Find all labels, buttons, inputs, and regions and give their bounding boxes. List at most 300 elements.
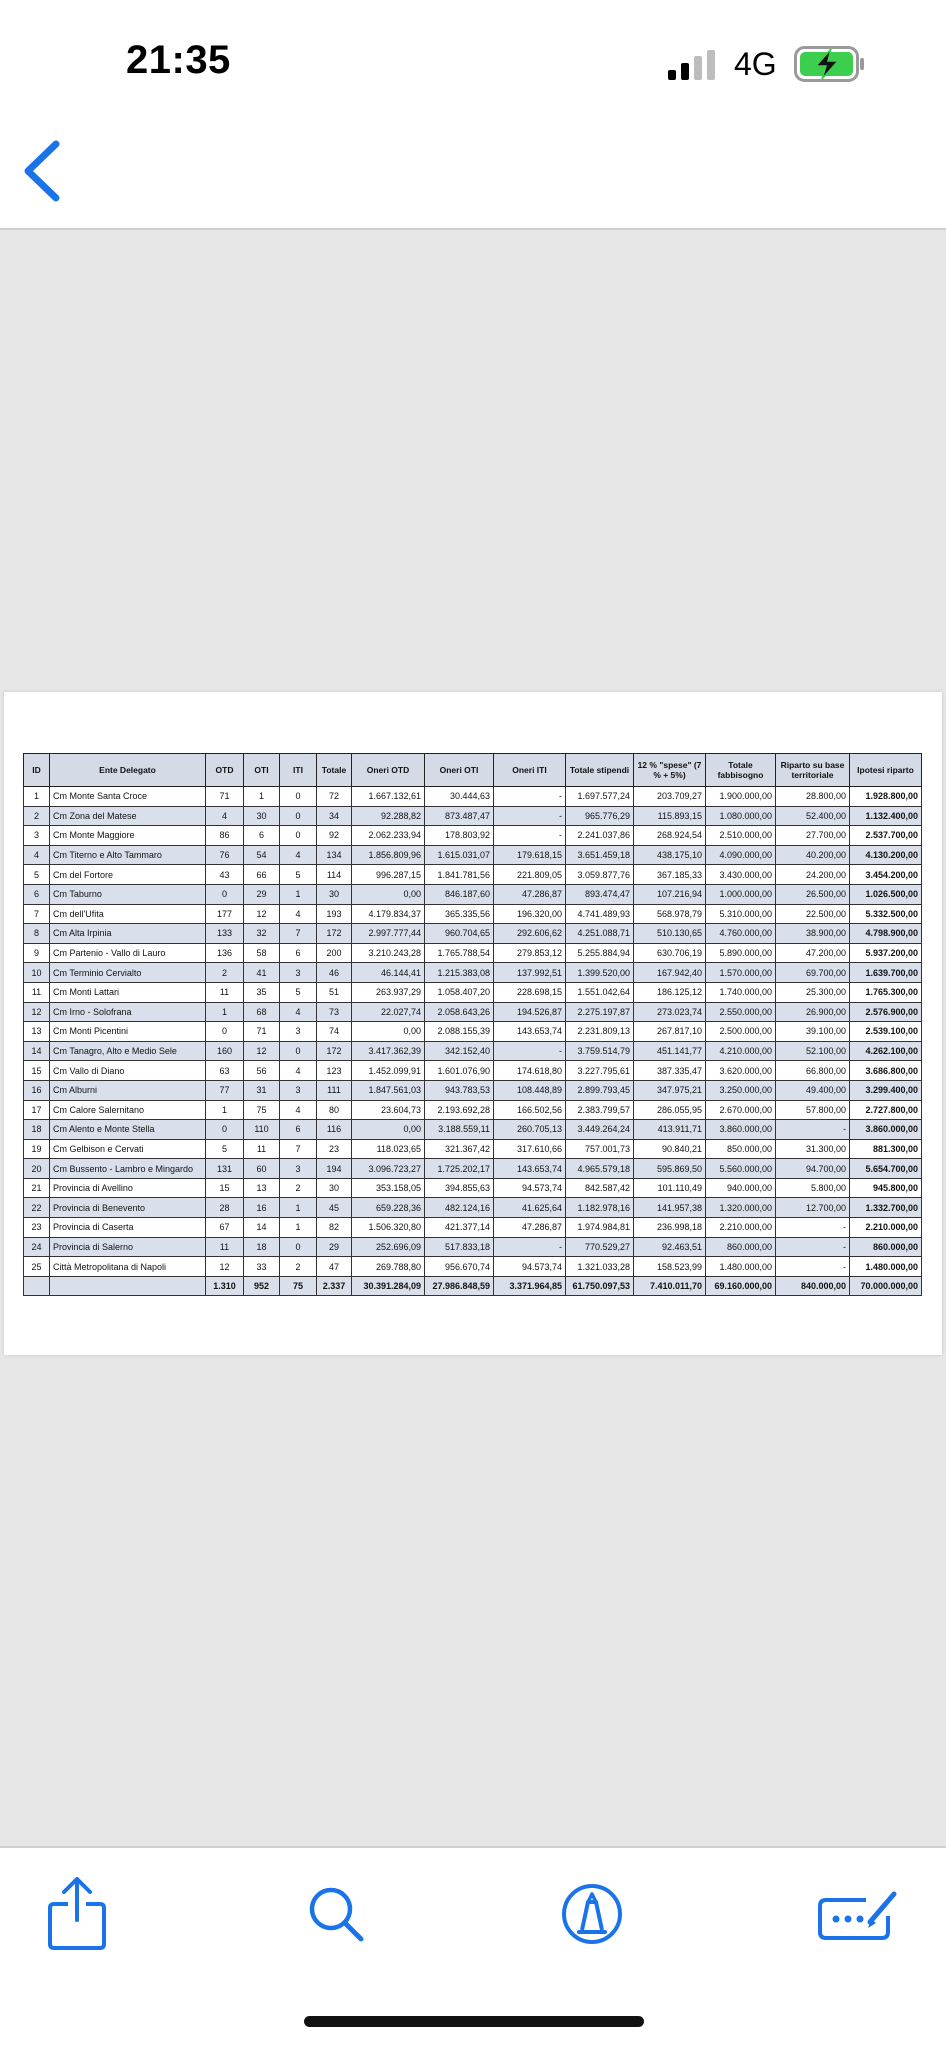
table-cell: 92 <box>317 826 352 846</box>
table-cell: Cm Taburno <box>50 884 206 904</box>
table-cell: 1.740.000,00 <box>706 982 776 1002</box>
table-cell: 7 <box>280 1139 317 1159</box>
table-cell: 82 <box>317 1218 352 1238</box>
table-cell: 2.537.700,00 <box>850 826 922 846</box>
table-row <box>24 943 922 963</box>
table-cell: 2.231.809,13 <box>566 1022 634 1042</box>
total-cell: 69.160.000,00 <box>706 1276 776 1295</box>
total-cell: 70.000.000,00 <box>850 1276 922 1295</box>
navigation-bar <box>0 120 946 230</box>
table-cell: 40.200,00 <box>776 845 850 865</box>
table-cell: 68 <box>244 1002 280 1022</box>
table-cell: 51 <box>317 982 352 1002</box>
table-cell: 34 <box>317 806 352 826</box>
table-cell: Provincia di Avellino <box>50 1178 206 1198</box>
column-header: 12 % "spese" (7 % + 5%) <box>634 754 706 787</box>
table-cell: 5.937.200,00 <box>850 943 922 963</box>
table-cell: 3 <box>280 1159 317 1179</box>
table-cell: 26.900,00 <box>776 1002 850 1022</box>
table-cell: 595.869,50 <box>634 1159 706 1179</box>
table-cell: 221.809,05 <box>494 865 566 885</box>
home-indicator <box>304 2016 644 2027</box>
back-chevron-icon[interactable] <box>18 136 66 206</box>
table-cell: 2.193.692,28 <box>425 1100 494 1120</box>
table-cell: 23.604,73 <box>352 1100 425 1120</box>
table-cell: 94.573,74 <box>494 1178 566 1198</box>
table-cell: 4 <box>280 1061 317 1081</box>
table-cell: 80 <box>317 1100 352 1120</box>
table-cell: 4.798.900,00 <box>850 924 922 944</box>
table-cell: 4.251.088,71 <box>566 924 634 944</box>
table-cell: 5.800,00 <box>776 1178 850 1198</box>
table-cell: 114 <box>317 865 352 885</box>
table-cell: 41 <box>244 963 280 983</box>
table-cell: 260.705,13 <box>494 1120 566 1140</box>
table-cell: 71 <box>206 787 244 807</box>
table-cell: Cm Tanagro, Alto e Medio Sele <box>50 1041 206 1061</box>
table-cell: 18 <box>244 1237 280 1257</box>
table-cell: Cm Alta Irpinia <box>50 924 206 944</box>
table-cell: 0,00 <box>352 1022 425 1042</box>
table-cell: 56 <box>244 1061 280 1081</box>
table-cell: 273.023,74 <box>634 1002 706 1022</box>
table-cell: 0,00 <box>352 1120 425 1140</box>
table-cell: 353.158,05 <box>352 1178 425 1198</box>
table-cell: 860.000,00 <box>850 1237 922 1257</box>
table-cell: 63 <box>206 1061 244 1081</box>
table-cell: 77 <box>206 1080 244 1100</box>
table-cell: 186.125,12 <box>634 982 706 1002</box>
table-cell: 2.727.800,00 <box>850 1100 922 1120</box>
table-cell: 17 <box>24 1100 50 1120</box>
table-cell: Cm Partenio - Vallo di Lauro <box>50 943 206 963</box>
table-cell: 421.377,14 <box>425 1218 494 1238</box>
table-cell: 69.700,00 <box>776 963 850 983</box>
table-cell: 1.974.984,81 <box>566 1218 634 1238</box>
table-cell: 342.152,40 <box>425 1041 494 1061</box>
document-page[interactable] <box>4 692 942 1355</box>
table-cell: Cm Vallo di Diano <box>50 1061 206 1081</box>
table-cell: 4.179.834,37 <box>352 904 425 924</box>
table-cell: 41.625,64 <box>494 1198 566 1218</box>
table-cell: 850.000,00 <box>706 1139 776 1159</box>
table-cell: 49.400,00 <box>776 1080 850 1100</box>
table-cell: 6 <box>280 1120 317 1140</box>
table-cell: 71 <box>244 1022 280 1042</box>
table-cell: 4 <box>280 1100 317 1120</box>
table-cell: 5.654.700,00 <box>850 1159 922 1179</box>
table-cell: 517.833,18 <box>425 1237 494 1257</box>
table-cell: - <box>494 826 566 846</box>
table-cell: 47.286,87 <box>494 884 566 904</box>
table-cell: 21 <box>24 1178 50 1198</box>
table-cell: 45 <box>317 1198 352 1218</box>
table-cell: 92.463,51 <box>634 1237 706 1257</box>
table-cell: 252.696,09 <box>352 1237 425 1257</box>
table-cell: 193 <box>317 904 352 924</box>
table-cell: 228.698,15 <box>494 982 566 1002</box>
table-cell: Cm Zona del Matese <box>50 806 206 826</box>
table-cell: 141.957,38 <box>634 1198 706 1218</box>
table-cell: 3.860.000,00 <box>706 1120 776 1140</box>
table-row <box>24 904 922 924</box>
column-header: Oneri OTI <box>425 754 494 787</box>
table-cell: 11 <box>24 982 50 1002</box>
share-icon[interactable] <box>46 1876 108 1950</box>
table-cell: 6 <box>24 884 50 904</box>
table-cell: 203.709,27 <box>634 787 706 807</box>
table-cell: 659.228,36 <box>352 1198 425 1218</box>
table-cell: 630.706,19 <box>634 943 706 963</box>
table-row <box>24 982 922 1002</box>
table-cell: 1.765.788,54 <box>425 943 494 963</box>
table-cell: 4 <box>24 845 50 865</box>
table-cell: 3.059.877,76 <box>566 865 634 885</box>
table-cell: 8 <box>24 924 50 944</box>
table-cell: 0 <box>280 826 317 846</box>
table-cell: 160 <box>206 1041 244 1061</box>
table-cell: 94.573,74 <box>494 1257 566 1277</box>
table-cell: 1.080.000,00 <box>706 806 776 826</box>
table-cell: 0 <box>280 787 317 807</box>
table-cell: 47.286,87 <box>494 1218 566 1238</box>
table-cell: 0 <box>206 1120 244 1140</box>
table-cell: 3 <box>280 963 317 983</box>
table-cell: 0 <box>280 806 317 826</box>
table-cell: 3.454.200,00 <box>850 865 922 885</box>
table-cell: 1 <box>24 787 50 807</box>
table-row <box>24 1178 922 1198</box>
table-row <box>24 806 922 826</box>
column-header: Ipotesi riparto <box>850 754 922 787</box>
table-cell: 1.928.800,00 <box>850 787 922 807</box>
total-cell: 3.371.964,85 <box>494 1276 566 1295</box>
table-row <box>24 1139 922 1159</box>
table-cell: 4.760.000,00 <box>706 924 776 944</box>
table-cell: 770.529,27 <box>566 1237 634 1257</box>
table-cell: 111 <box>317 1080 352 1100</box>
table-cell: Cm Monte Maggiore <box>50 826 206 846</box>
table-cell: 945.800,00 <box>850 1178 922 1198</box>
table-cell: 11 <box>206 982 244 1002</box>
table-cell: 11 <box>244 1139 280 1159</box>
table-cell: 3.188.559,11 <box>425 1120 494 1140</box>
table-cell: 47.200,00 <box>776 943 850 963</box>
table-cell: - <box>494 787 566 807</box>
table-cell: 26.500,00 <box>776 884 850 904</box>
table-cell: 11 <box>206 1237 244 1257</box>
table-cell: 4.090.000,00 <box>706 845 776 865</box>
table-cell: 956.670,74 <box>425 1257 494 1277</box>
table-row <box>24 865 922 885</box>
table-cell: 58 <box>244 943 280 963</box>
table-cell: 3 <box>280 1080 317 1100</box>
table-cell: 29 <box>317 1237 352 1257</box>
table-cell: 1.320.000,00 <box>706 1198 776 1218</box>
table-cell: 13 <box>24 1022 50 1042</box>
table-cell: 194.526,87 <box>494 1002 566 1022</box>
table-cell: 367.185,33 <box>634 865 706 885</box>
table-cell: 13 <box>244 1178 280 1198</box>
table-cell: 1 <box>206 1002 244 1022</box>
table-cell: 74 <box>317 1022 352 1042</box>
table-cell: 28 <box>206 1198 244 1218</box>
table-cell: 3.430.000,00 <box>706 865 776 885</box>
table-cell: 1.697.577,24 <box>566 787 634 807</box>
table-cell: 2.210.000,00 <box>850 1218 922 1238</box>
table-cell: 2.383.799,57 <box>566 1100 634 1120</box>
table-cell: 2 <box>280 1178 317 1198</box>
table-cell: 1.615.031,07 <box>425 845 494 865</box>
table-cell: 134 <box>317 845 352 865</box>
table-cell: 5 <box>206 1139 244 1159</box>
table-cell: 1.725.202,17 <box>425 1159 494 1179</box>
table-cell: 2.997.777,44 <box>352 924 425 944</box>
table-cell: 43 <box>206 865 244 885</box>
table-cell: 413.911,71 <box>634 1120 706 1140</box>
table-cell: 1.639.700,00 <box>850 963 922 983</box>
total-cell: 27.986.848,59 <box>425 1276 494 1295</box>
table-cell: 32 <box>244 924 280 944</box>
table-cell: 2.539.100,00 <box>850 1022 922 1042</box>
table-cell: 179.618,15 <box>494 845 566 865</box>
table-cell: 2.275.197,87 <box>566 1002 634 1022</box>
table-row <box>24 963 922 983</box>
table-cell: 2.210.000,00 <box>706 1218 776 1238</box>
table-row <box>24 1002 922 1022</box>
table-cell: 54 <box>244 845 280 865</box>
table-cell: 3.651.459,18 <box>566 845 634 865</box>
table-row <box>24 1198 922 1218</box>
table-cell: 4.965.579,18 <box>566 1159 634 1179</box>
network-type: 4G <box>734 46 777 82</box>
table-cell: 1 <box>206 1100 244 1120</box>
table-cell: 24 <box>24 1237 50 1257</box>
table-cell: Cm dell'Ufita <box>50 904 206 924</box>
table-row <box>24 884 922 904</box>
column-header: ID <box>24 754 50 787</box>
table-cell: 2 <box>24 806 50 826</box>
table-cell: 28.800,00 <box>776 787 850 807</box>
table-row <box>24 1041 922 1061</box>
table-cell: - <box>494 806 566 826</box>
table-cell: Provincia di Benevento <box>50 1198 206 1218</box>
total-cell: 61.750.097,53 <box>566 1276 634 1295</box>
table-cell: Cm Bussento - Lambro e Mingardo <box>50 1159 206 1179</box>
column-header: Oneri OTD <box>352 754 425 787</box>
table-cell: 178.803,92 <box>425 826 494 846</box>
table-cell: 15 <box>206 1178 244 1198</box>
table-row <box>24 924 922 944</box>
table-cell: 2.670.000,00 <box>706 1100 776 1120</box>
table-cell: 18 <box>24 1120 50 1140</box>
table-cell: 5.560.000,00 <box>706 1159 776 1179</box>
table-cell: 90.840,21 <box>634 1139 706 1159</box>
table-cell: 133 <box>206 924 244 944</box>
table-cell: 3.686.800,00 <box>850 1061 922 1081</box>
table-cell: 394.855,63 <box>425 1178 494 1198</box>
table-cell: 1.847.561,03 <box>352 1080 425 1100</box>
table-cell: 12.700,00 <box>776 1198 850 1218</box>
table-cell: 22.027,74 <box>352 1002 425 1022</box>
table-cell: 960.704,65 <box>425 924 494 944</box>
table-cell: 1.480.000,00 <box>850 1257 922 1277</box>
total-cell: 75 <box>280 1276 317 1295</box>
table-cell: 1.399.520,00 <box>566 963 634 983</box>
table-cell: 72 <box>317 787 352 807</box>
table-cell: 0 <box>206 884 244 904</box>
table-cell: 12 <box>244 904 280 924</box>
table-cell: 196.320,00 <box>494 904 566 924</box>
search-icon[interactable] <box>306 1884 366 1944</box>
table-cell: 1.856.809,96 <box>352 845 425 865</box>
table-cell: 30 <box>244 806 280 826</box>
table-cell: 2.510.000,00 <box>706 826 776 846</box>
table-cell: 46.144,41 <box>352 963 425 983</box>
table-cell: 12 <box>24 1002 50 1022</box>
cellular-signal-icon <box>668 50 720 80</box>
table-row <box>24 1120 922 1140</box>
totals-row <box>24 1276 922 1295</box>
table-row <box>24 1257 922 1277</box>
table-cell: 3.210.243,28 <box>352 943 425 963</box>
table-row <box>24 1061 922 1081</box>
table-cell: 1.332.700,00 <box>850 1198 922 1218</box>
table-cell: 1 <box>280 1218 317 1238</box>
table-cell: 136 <box>206 943 244 963</box>
table-cell: 94.700,00 <box>776 1159 850 1179</box>
table-cell: 263.937,29 <box>352 982 425 1002</box>
table-cell: 16 <box>24 1080 50 1100</box>
table-cell: 66 <box>244 865 280 885</box>
total-cell <box>24 1276 50 1295</box>
table-cell: 143.653,74 <box>494 1159 566 1179</box>
table-cell: 236.998,18 <box>634 1218 706 1238</box>
markup-icon[interactable] <box>560 1882 624 1946</box>
table-cell: 1.000.000,00 <box>706 884 776 904</box>
table-cell: 4 <box>280 1002 317 1022</box>
table-cell: Cm Titerno e Alto Tammaro <box>50 845 206 865</box>
table-cell: 172 <box>317 924 352 944</box>
table-cell: 25 <box>24 1257 50 1277</box>
table-cell: 842.587,42 <box>566 1178 634 1198</box>
table-cell: 3.299.400,00 <box>850 1080 922 1100</box>
total-cell: 7.410.011,70 <box>634 1276 706 1295</box>
total-cell: 30.391.284,09 <box>352 1276 425 1295</box>
table-cell: 940.000,00 <box>706 1178 776 1198</box>
table-cell: - <box>494 1237 566 1257</box>
table-cell: 1.551.042,64 <box>566 982 634 1002</box>
table-cell: 0,00 <box>352 884 425 904</box>
table-cell: 1 <box>280 884 317 904</box>
table-cell: 14 <box>24 1041 50 1061</box>
table-cell: 1.667.132,61 <box>352 787 425 807</box>
column-header: OTI <box>244 754 280 787</box>
table-cell: 568.978,79 <box>634 904 706 924</box>
table-cell: 47 <box>317 1257 352 1277</box>
table-cell: 16 <box>244 1198 280 1218</box>
table-cell: 482.124,16 <box>425 1198 494 1218</box>
table-cell: 33 <box>244 1257 280 1277</box>
table-cell: 2.062.233,94 <box>352 826 425 846</box>
column-header: Oneri ITI <box>494 754 566 787</box>
table-cell: 1.601.076,90 <box>425 1061 494 1081</box>
table-cell: 943.783,53 <box>425 1080 494 1100</box>
table-row <box>24 1218 922 1238</box>
table-cell: Cm Irno - Solofrana <box>50 1002 206 1022</box>
table-cell: 1.026.500,00 <box>850 884 922 904</box>
table-cell: 0 <box>280 1237 317 1257</box>
table-cell: 118.023,65 <box>352 1139 425 1159</box>
table-cell: Cm Monti Picentini <box>50 1022 206 1042</box>
table-cell: 67 <box>206 1218 244 1238</box>
table-cell: 3.449.264,24 <box>566 1120 634 1140</box>
table-cell: 1 <box>244 787 280 807</box>
table-cell: 27.700,00 <box>776 826 850 846</box>
table-cell: 347.975,21 <box>634 1080 706 1100</box>
table-cell: 3 <box>24 826 50 846</box>
table-cell: 38.900,00 <box>776 924 850 944</box>
table-cell: 31.300,00 <box>776 1139 850 1159</box>
table-row <box>24 1159 922 1179</box>
table-cell: 2.058.643,26 <box>425 1002 494 1022</box>
total-cell <box>50 1276 206 1295</box>
table-row <box>24 1237 922 1257</box>
table-cell: 3.096.723,27 <box>352 1159 425 1179</box>
table-cell: 6 <box>244 826 280 846</box>
column-header: Riparto su base territoriale <box>776 754 850 787</box>
table-cell: 31 <box>244 1080 280 1100</box>
table-cell: 101.110,49 <box>634 1178 706 1198</box>
table-cell: 1.215.383,08 <box>425 963 494 983</box>
table-cell: 107.216,94 <box>634 884 706 904</box>
table-cell: 166.502,56 <box>494 1100 566 1120</box>
table-cell: 10 <box>24 963 50 983</box>
table-cell: 5 <box>280 865 317 885</box>
table-cell: 1.900.000,00 <box>706 787 776 807</box>
table-cell: 4 <box>280 904 317 924</box>
column-header: Totale fabbisogno <box>706 754 776 787</box>
table-cell: 177 <box>206 904 244 924</box>
signature-icon[interactable] <box>816 1886 900 1942</box>
column-header: Totale stipendi <box>566 754 634 787</box>
table-cell: 4.262.100,00 <box>850 1041 922 1061</box>
table-cell: 7 <box>280 924 317 944</box>
table-cell: 2.500.000,00 <box>706 1022 776 1042</box>
table-cell: 30 <box>317 884 352 904</box>
total-cell: 952 <box>244 1276 280 1295</box>
table-cell: Provincia di Caserta <box>50 1218 206 1238</box>
table-cell: 4.130.200,00 <box>850 845 922 865</box>
table-cell: 6 <box>280 943 317 963</box>
table-cell: 22.500,00 <box>776 904 850 924</box>
table-cell: 279.853,12 <box>494 943 566 963</box>
table-cell: 267.817,10 <box>634 1022 706 1042</box>
table-cell: 23 <box>317 1139 352 1159</box>
table-cell: 451.141,77 <box>634 1041 706 1061</box>
table-cell: Cm Gelbison e Cervati <box>50 1139 206 1159</box>
table-cell: Cm Monte Santa Croce <box>50 787 206 807</box>
table-cell: 286.055,95 <box>634 1100 706 1120</box>
table-cell: 1.480.000,00 <box>706 1257 776 1277</box>
table-cell: 137.992,51 <box>494 963 566 983</box>
table-cell: 57.800,00 <box>776 1100 850 1120</box>
table-cell: 1.765.300,00 <box>850 982 922 1002</box>
table-cell: 0 <box>206 1022 244 1042</box>
table-cell: 5.310.000,00 <box>706 904 776 924</box>
status-bar <box>0 0 946 120</box>
table-cell: 268.924,54 <box>634 826 706 846</box>
